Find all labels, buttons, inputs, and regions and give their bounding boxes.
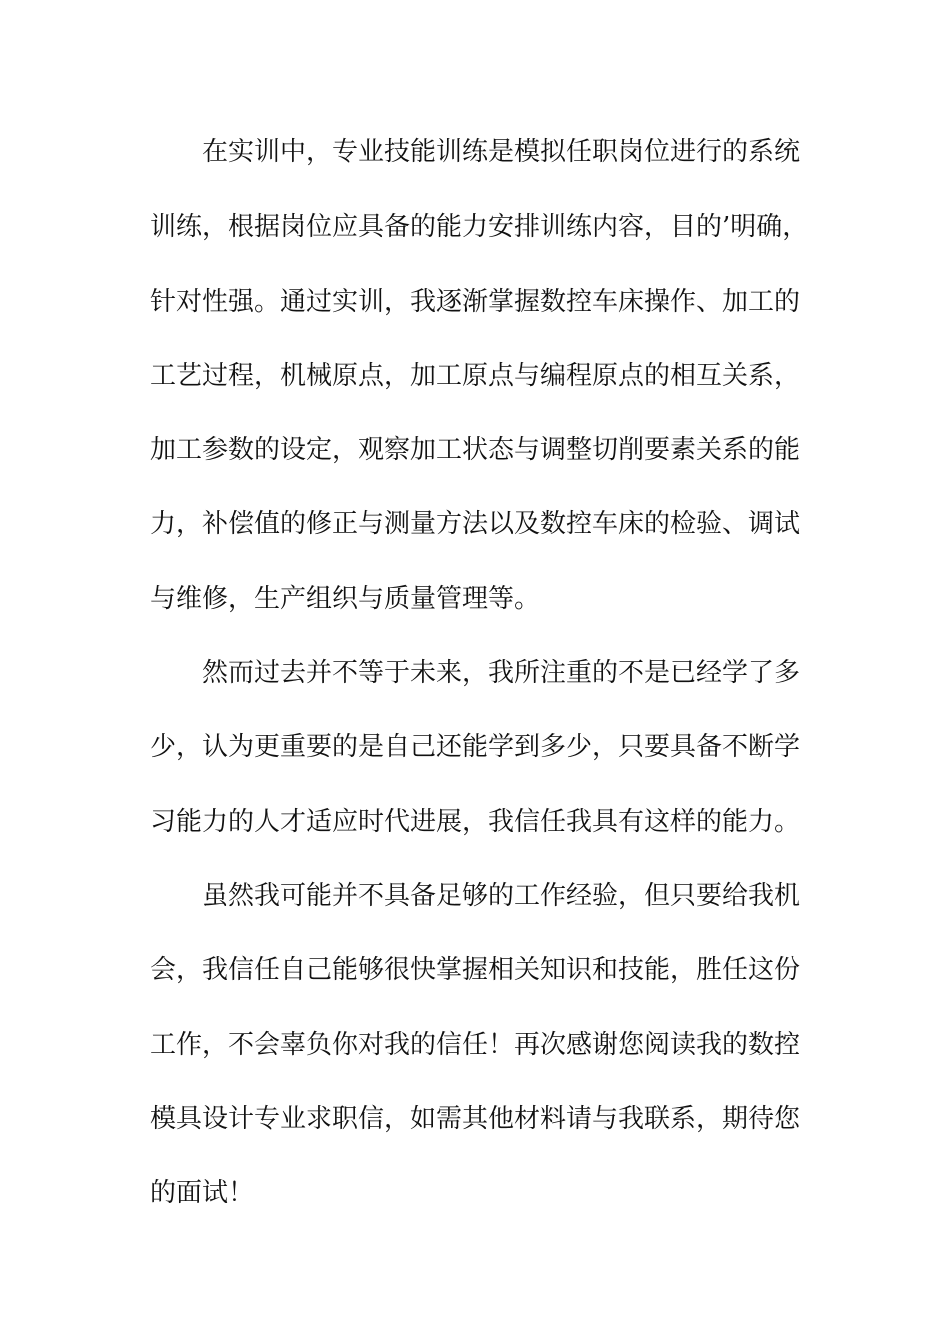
paragraph-3-line-3: 工作，不会辜负你对我的信任！再次感谢您阅读我的数控 bbox=[150, 1030, 801, 1060]
paragraph-1-line-7: 与维修，生产组织与质量管理等。 bbox=[150, 584, 541, 614]
paragraph-1-line-6: 力，补偿值的修正与测量方法以及数控车床的检验、调试 bbox=[150, 509, 801, 539]
paragraph-3-line-4: 模具设计专业求职信，如需其他材料请与我联系，期待您 bbox=[150, 1104, 801, 1134]
paragraph-1-line-3: 针对性强。通过实训，我逐渐掌握数控车床操作、加工的 bbox=[150, 287, 801, 317]
paragraph-1-line-5: 加工参数的设定，观察加工状态与调整切削要素关系的能 bbox=[150, 435, 801, 465]
paragraph-1-line-1: 在实训中，专业技能训练是模拟任职岗位进行的系统 bbox=[202, 137, 801, 167]
paragraph-1-line-2: 训练，根据岗位应具备的能力安排训练内容，目的’明确， bbox=[150, 212, 809, 242]
paragraph-3-line-5: 的面试！ bbox=[150, 1178, 255, 1208]
paragraph-3-line-2: 会，我信任自己能够很快掌握相关知识和技能，胜任这份 bbox=[150, 955, 801, 985]
paragraph-2-line-2: 少，认为更重要的是自己还能学到多少，只要具备不断学 bbox=[150, 732, 801, 762]
paragraph-2-line-1: 然而过去并不等于未来，我所注重的不是已经学了多 bbox=[202, 658, 801, 688]
paragraph-3-line-1: 虽然我可能并不具备足够的工作经验，但只要给我机 bbox=[202, 881, 801, 911]
paragraph-2-line-3: 习能力的人才适应时代进展，我信任我具有这样的能力。 bbox=[150, 807, 801, 837]
paragraph-1-line-4: 工艺过程，机械原点，加工原点与编程原点的相互关系， bbox=[150, 361, 801, 391]
